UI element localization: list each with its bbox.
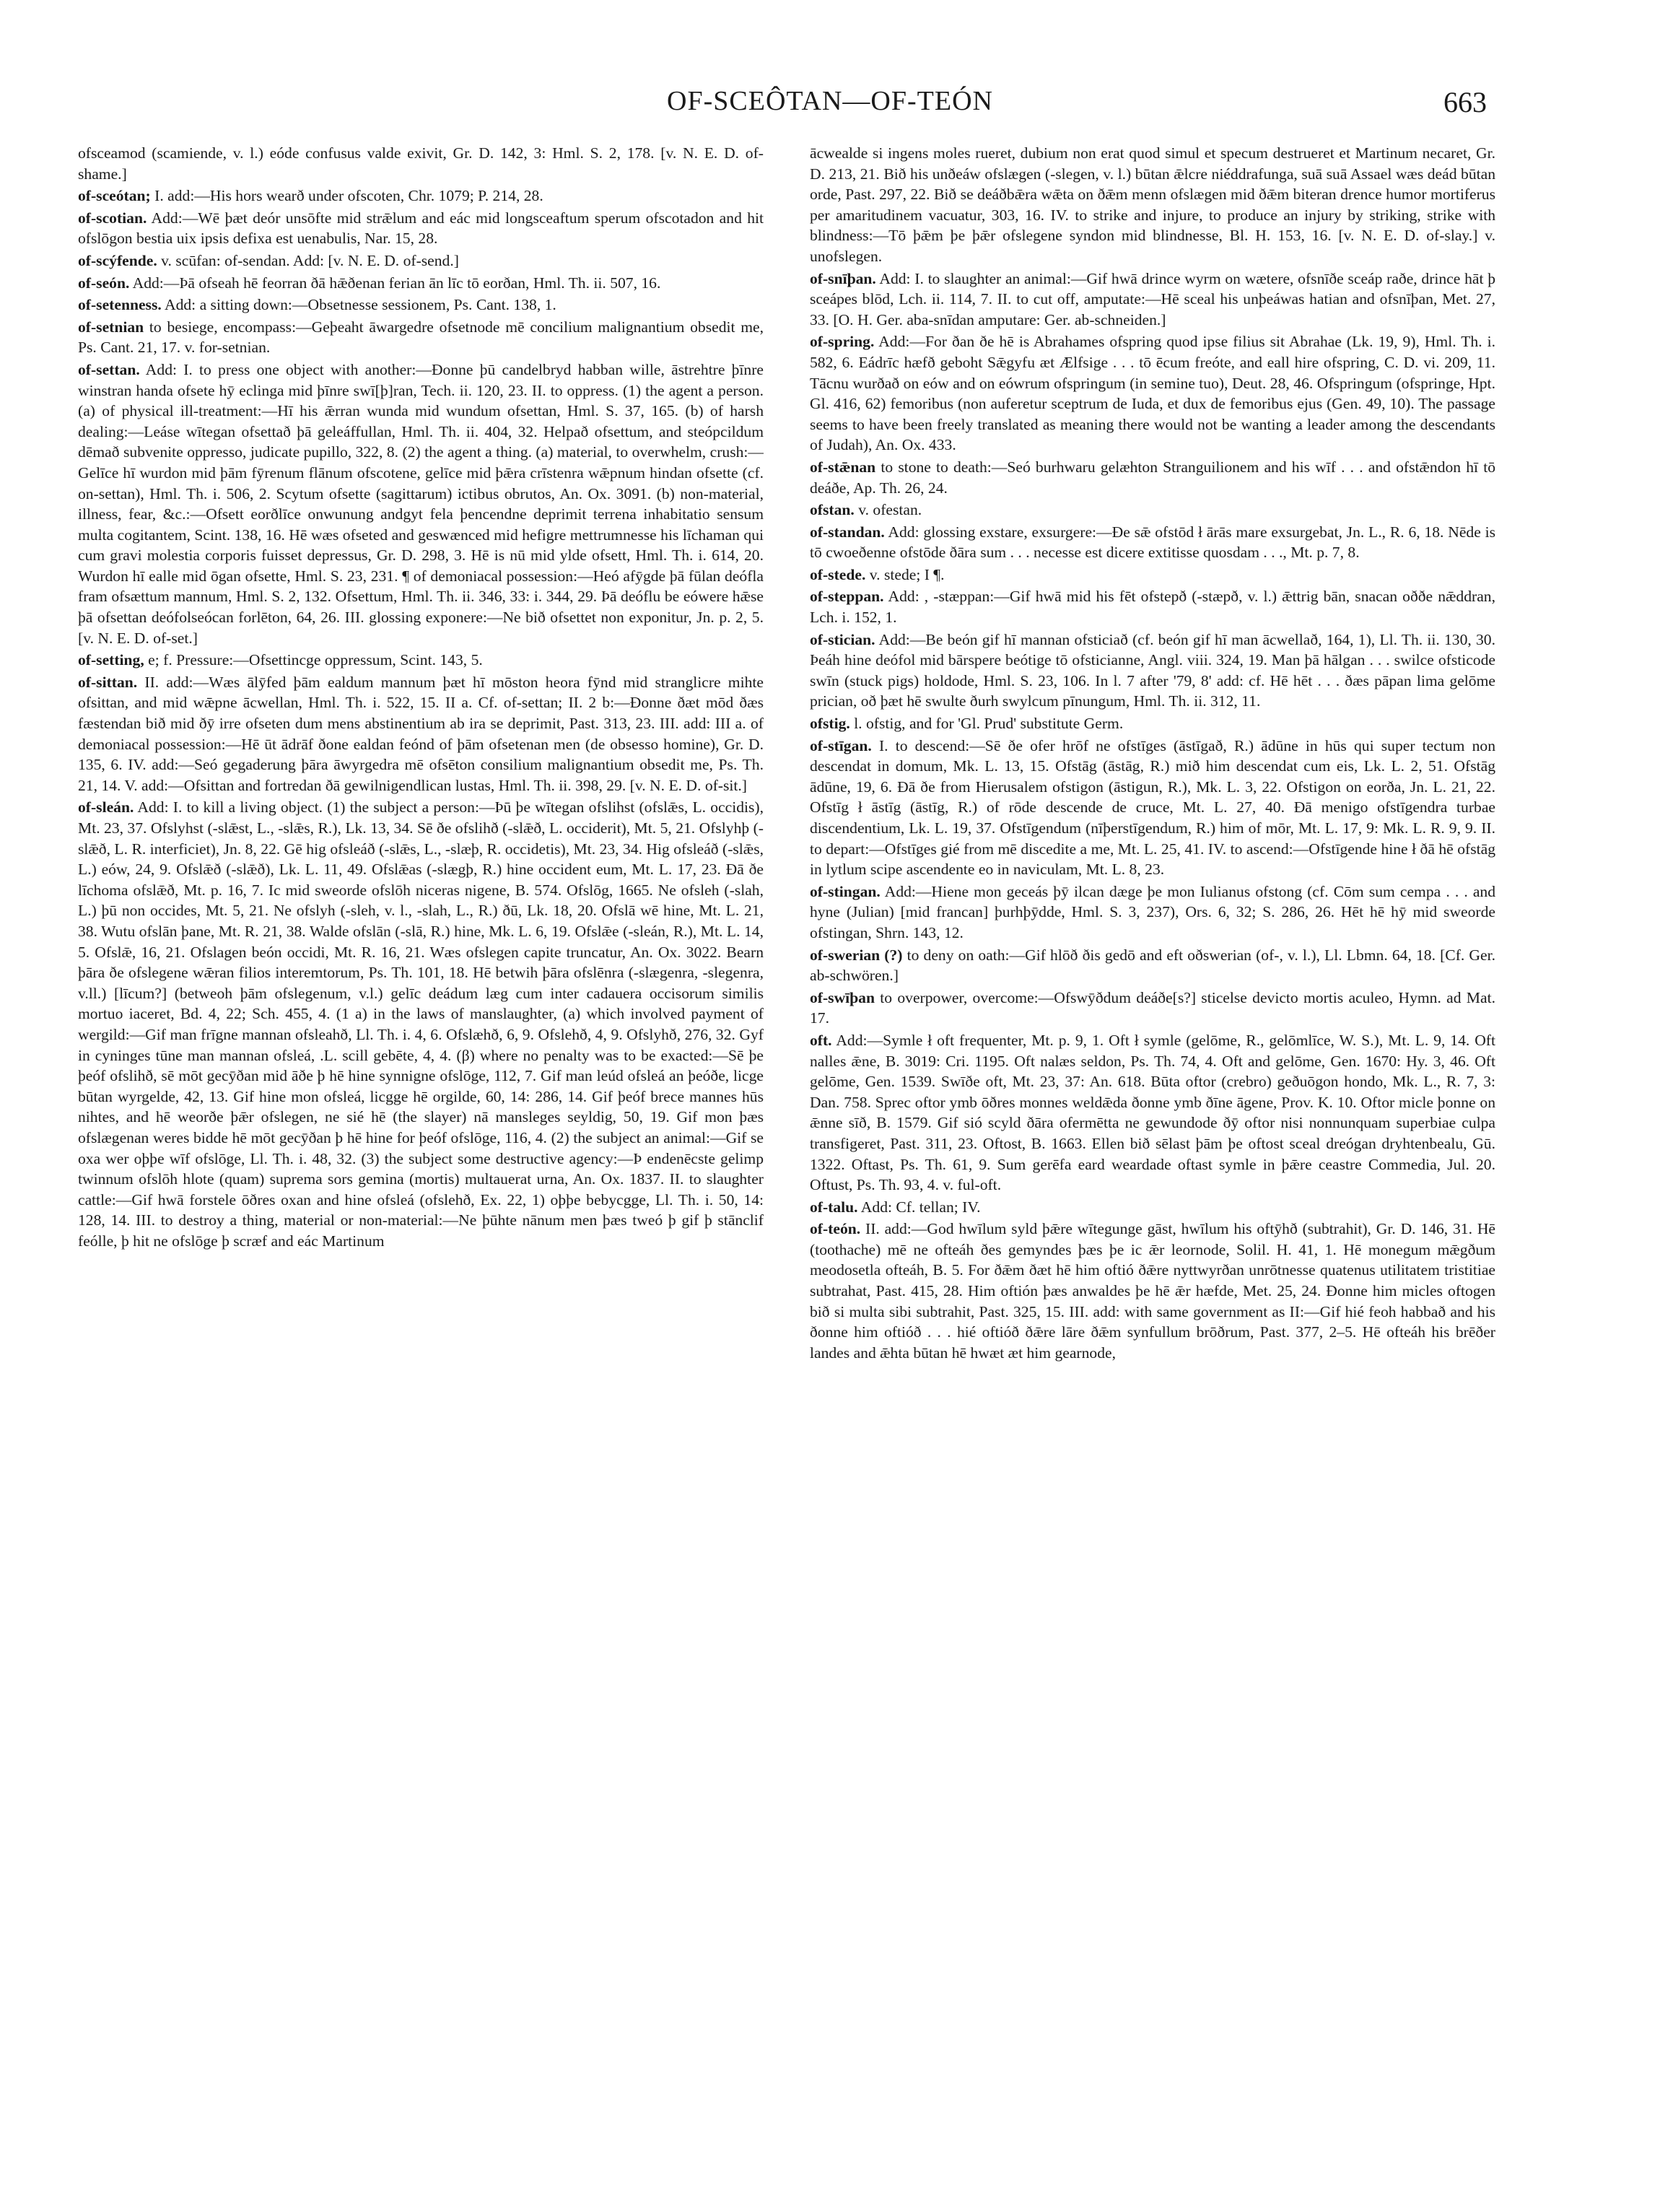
dictionary-entry [78,360,764,648]
left-column [78,143,764,2164]
entry-headword: of-snīþan. [810,269,876,287]
entry-headword: of-settan. [78,360,140,378]
entry-definition: Add: I. to press one object with another:—Ðonne þū candelbryd habban wille, āstrehtre þīnre winstran handa ofsete hȳ eclinga mid þīnre swī[þ]ran, Tech. ii. 120, 23. II. to oppress. (1) the agent a person. (a) of physical ill-treatment:—Hī his ǣrran wunda mid wundum ofsettan, Hml. S. 37, 165. (b) of harsh dealing:—Leáse wītegan ofsettað þā geleáffullan, Hml. Th. ii. 404, 32. Helpað ofsettum, and steópcildum dēmað subvenite oppresso, judicate pupillo, 322, 8. (2) the agent a thing. (a) material, to overwhelm, crush:—Gelīce hī wurdon mid þām fȳrenum flānum ofscotene, gelīce mid þǣra crīstenra wǣpnum hindan ofsette (cf. on-settan), Hml. Th. i. 506, 2. Scytum ofsette (sagittarum) ictibus obrutos, An. Ox. 3091. (b) non-material, illness, fear, &c.:—Ofsett eorðlīce onwunung andgyt fela þencendne deprimit terrena inhabitatio sensum multa cogitantem, Scint. 138, 16. Hē wæs ofseted and geswænced mid hefigre mettrumnesse his līchaman qui cum gravi molestia corporis fuisset depressus, Gr. D. 298, 3. Hē is nū mid ylde ofsett, Hml. Th. i. 614, 20. Wurdon hī ealle mid ōgan ofsette, Hml. S. 23, 231. ¶ of demoniacal possession:—Heó afȳgde þā fūlan deófla fram ofsættum mannum, Hml. S. 2, 132. Ofsettum, Hml. Th. ii. 346, 33: i. 344, 29. Þā deóflu be eówere hǣse þā ofsettan deófolseócan forlēton, 64, 26. III. glossing exponere:—Ne bið ofsettet non exponitur, Jn. p. 2, 5. [v. N. E. D. of-set.] [78,360,764,647]
dictionary-entry [810,881,1495,944]
page-number: 663 [1443,86,1487,118]
entry-definition: ācwealde si ingens moles rueret, dubium non erat quod simul et specum destrueret et Martinum necaret, Gr. D. 213, 21. Bið his unðeáw ofslægen (-slegen, v. l.) būtan ǣlcre niéddrafunga, suā suā Assael wæs deád būtan orde, Past. 297, 22. Bið se deáðbǣra wǣta on ðǣm menn ofslægen mid ðǣm biteran drence humor mortiferus per amaritudinem vacuatur, 303, 16. IV. to strike and injure, to produce an injury by striking, strike with blindness:—Tō þǣm þe þǣr ofslegene syndon mid blindnesse, Bl. H. 153, 16. [v. N. E. D. of-slay.] v. unofslegen. [810,144,1495,265]
entry-definition: I. to descend:—Sē ðe ofer hrōf ne ofstīges (āstīgað, R.) ādūne in hūs qui super tectum non descendat in domum, Mk. L. 13, 15. Ofstāg (āstāg, R.) mið him descendat cum eis, Lk. L. 2, 51. Ofstāg ādūne, 19, 6. Ðā ðe from Hierusalem ofstigon (āstigun, R.), Mk. L. 3, 22. Ofstigon on eorða, Jn. L. 21, 22. Ofstīg ł āstīg (āstīg, R.) of rōde descende de cruce, Mt. L. 27, 40. Ðā menigo ofstīgendra turbae discendentium, Lk. L. 19, 37. Ofstīgendum (nīþerstīgendum, R.) him of mōr, Mt. L. 17, 9: Mk. L. R. 9, 9. II. to depart:—Ofstīges gié from mē discedite a me, Mt. L. 25, 41. IV. to ascend:—Ofstīgende hine ł ðā hē ofstāg in lytlum scipe ascendente eo in naviculam, Mt. L. 8, 23. [810,736,1495,879]
dictionary-entry [810,1219,1495,1363]
dictionary-entry [810,586,1495,627]
entry-headword: of-teón. [810,1220,861,1238]
entry-headword: of-standan. [810,523,885,541]
entry-definition: Add:—Þā ofseah hē feorran ðā hǣðenan ferian ān līc tō eorðan, Hml. Th. ii. 507, 16. [132,274,661,292]
dictionary-entry [78,251,764,271]
entry-headword: of-sleán. [78,798,134,817]
dictionary-entry [810,1030,1495,1196]
entry-definition: Add: glossing exstare, exsurgere:—Ðe sǣ ofstōd ł ārās mare exsurgebat, Jn. L., R. 6, 18. Nēde is tō cwoeðenne ofstōde ðāra sum . . . necesse est dicere extitisse quosdam . . ., Mt. p. 7, 8. [810,523,1495,562]
entry-definition: ofsceamod (scamiende, v. l.) eóde confusus valde exivit, Gr. D. 142, 3: Hml. S. 2, 178. [v. N. E. D. of-shame.] [78,144,764,183]
entry-headword: of-swerian (?) [810,946,903,964]
entry-definition: Add:—Hiene mon geceás þȳ ilcan dæge þe mon Iulianus ofstong (cf. Cōm sum cempa . . . and hyne (Julian) [mid francan] þurhþȳdde, Hml. S. 3, 237), Ors. 6, 32; S. 286, 26. Hēt hē hȳ mid sweorde ofstingan, Shrn. 143, 12. [810,882,1495,941]
dictionary-entry [810,143,1495,267]
entry-headword: of-seón. [78,274,130,292]
entry-definition: II. add:—Wæs ālȳfed þām ealdum mannum þæt hī mōston heora fȳnd mid stranglicre mihte ofsittan, and mid wǣpne ācwellan, Hml. Th. i. 522, 15. II a. Cf. of-settan; II. 2 b:—Ðonne ðæt mōd ðæs fæstendan bið mid ðȳ irre ofseten dum mens abstinentium ab ira se deprimit, Past. 313, 23. III. add: III a. of demoniacal possession:—Hē ūt ādrāf ðone ealdan feónd of þām ofsetenan men (de obsesso homine), Gr. D. 135, 6. IV. add:—Seó gegaderung þāra āwyrgedra mē ofsēton consilium malignantium obsedit me, Ps. Th. 21, 14. V. add:—Ofsittan and fortredan ðā gewilnigendlican lustas, Hml. Th. ii. 398, 29. [v. N. E. D. of-sit.] [78,673,764,794]
dictionary-entry [78,672,764,796]
dictionary-entry [78,143,764,184]
entry-headword: of-steppan. [810,588,884,606]
entry-headword: of-setnian [78,318,144,336]
entry-definition: to overpower, overcome:—Ofswȳðdum deáðe[s?] sticelse devicto mortis aculeo, Hymn. ad Mat. 17. [810,988,1495,1027]
entry-headword: ofstig. [810,715,850,733]
entry-definition: Add:—For ðan ðe hē is Abrahames ofspring quod ipse filius sit Abrahae (Lk. 19, 9), Hml. Th. i. 582, 6. Eádrīc hæfð geboht Sǣgyfu æt Ælfsige . . . tō ēcum freóte, and eall hire ofspring, C. D. vi. 209, 11. Tācnu wurðað on eów and on eówrum ofspringum (in semine tuo), Deut. 28, 46. Ofspringum (ofspringe, Hpt. Gl. 416, 62) femoribus (non auferetur sceptrum de Iuda, et dux de femoribus ejus (Gen. 49, 10). The passage seems to have been freely translated as meaning there would not be wanting a leader among the descendants of Judah), An. Ox. 433. [810,333,1495,454]
dictionary-entry [810,1197,1495,1218]
entry-definition: Add:—Symle ł oft frequenter, Mt. p. 9, 1. Oft ł symle (gelōme, R., gelōmlīce, W. S.), Mt. L. 9, 14. Oft nalles ǣne, B. 3019: Cri. 1195. Oft nalæs seldon, Ps. Th. 74, 4. Oft and gelōme, Gen. 1670: Hy. 3, 46. Oft gelōme, Gen. 1539. Swīðe oft, Mt. 23, 37: An. 618. Būta oftor (crebro) geðuōgon hondo, Mk. L., R. 7, 3: Dan. 758. Sprec oftor ymb ōðres monnes weldǣda ðonne ymb ðīne āgene, Prov. K. 10. Oftor micle þonne on ǣnne sīð, B. 1579. Gif sió scyld ðāra ofermētta ne gewundode ðȳ oftor nisi nonnunquam superbiae culpa transfigeret, Past. 311, 23. Oftost, B. 1663. Ellen bið sēlast þām þe oftost sceal dreógan dryhtenbealu, Gū. 1322. Oftast, Ps. Th. 61, 9. Sum gerēfa eard weardade oftast symle in þǣre ceastre Commedia, Jul. 20. Oftust, Ps. Th. 93, 4. v. ful-oft. [810,1031,1495,1194]
entry-definition: v. ofestan. [858,501,922,519]
entry-headword: of-setenness. [78,296,162,314]
entry-headword: of-stīgan. [810,736,872,754]
entry-headword: of-stingan. [810,882,881,900]
entry-definition: Add: I. to slaughter an animal:—Gif hwā drince wyrm on wætere, ofsnīðe sceáp raðe, drince hāt þ sceápes blōd, Lch. ii. 114, 7. II. to cut off, amputate:—Hē sceal his unþeáwas hatian and ofsnīþan, Met. 27, 33. [O. H. Ger. aba-snīdan amputare: Ger. ab-schneiden.] [810,269,1495,328]
dictionary-entry [810,522,1495,563]
entry-definition: Add: I. to kill a living object. (1) the subject a person:—Þū þe wītegan ofslihst (ofslǣs, L. occidis), Mt. 23, 37. Ofslyhst (-slǣst, L., -slǣs, R.), Lk. 13, 34. Sē ðe ofslihð (-slǣð, L. occiderit), Mt. 5, 21. Ofslyhþ (-slǣð, L. R. interficiet), Jn. 8, 22. Gē hig ofsleáð (-slǣs, L., -slæþ, R. occidetis), Mt. 23, 34. Hig ofsleáð (-slǣs, L.) eów, 24, 9. Ofslǣð (-slǣð), Lk. L. 11, 49. Ofslǣas (-slægþ, R.) hine occident eum, Mt. L. 17, 23. Ðā ðe līchoma ofslǣð, Mt. p. 16, 7. Ic mid sweorde ofslōh niceras nigene, B. 574. Ofslōg, 1665. Ne ofsleh (-slah, L.) þū non occides, Mt. 5, 21. Ne ofslyh (-sleh, v. l., -slah, L., R.) ðū, Lk. 18, 20. Ofslā wē hine, Mt. L. 21, 38. Wutu ofslān þane, Mt. R. 21, 38. Walde ofslān (-slā, R.) hine, Mk. L. 6, 19. Ofslǣe (-sleán, R.), Mt. L. 14, 5. Ofslǣ, 16, 21. Ofslagen beón occidi, Mt. R. 16, 21. Wæs ofslegen capite truncatur, An. Ox. 3022. Bearn þāra ðe ofslegene wǣran filios interemtorum, Ps. Th. 101, 18. Hē betwih þāra ofslēnra (-slægenra, -slegenra, v.ll.) [līcum?] (betweoh þām ofslegenum, v.l.) gelīc deádum læg cum inter cadauera occisorum similis mortuo iaceret, Bd. 4, 22; Sch. 455, 4. (1 a) in the laws of manslaughter, (a) which involved payment of wergild:—Gif man frīgne mannan ofsleahð, Ll. Th. i. 4, 6. Ofslæhð, 6, 9. Ofslehð, 4, 9. Ofslyhð, 276, 32. Gyf in cyninges tūne man mannan ofsleá, .L. scill gebēte, 4, 4. (β) where no penalty was to be exacted:—Sē þe þeóf ofslihð, sē mōt gecȳðan mid āðe þ hē hine synnigne ofslōge, 112, 7. Gif man leúd ofsleá an þeóðe, licge būtan wyrgelde, 42, 13. Gif hine mon ofsleá, licgge hē orgilde, 60, 14: 286, 14. Gif þeóf brece mannes hūs nihtes, and hē weorðe þǣr ofslegen, ne sié hē (the slayer) nā mansleges seyldig, 50, 19. Gif mon þæs ofslægenan weres bidde hē mōt gecȳðan þ hē hine for þeóf ofslōge, 116, 4. (2) the subject an animal:—Gif se oxa wer oþþe wīf ofslōge, Ll. Th. i. 48, 32. (3) the subject some destructive agency:—Þ endenēcste gelimp twinnum ofslōh hlote (quam) suprema sors gemina (mortis) multauerat urna, An. Ox. 1837. II. to slaughter cattle:—Gif hwā forstele ōðres oxan and hine ofsleá (ofslehð, Ex. 22, 1) oþþe bebycgge, Ll. Th. i. 50, 14: 128, 14. III. to destroy a thing, material or non-material:—Ne þūhte nānum men þæs tweó þ gif þ stānclif feólle, þ hit ne ofslōge þ scræf and eác Martinum [78,798,764,1250]
entry-headword: of-spring. [810,333,875,351]
entry-definition: Add:—Wē þæt deór unsōfte mid strǣlum and eác mid longsceaftum sperum ofscotadon and hit ofslōgon bestia uix ipsis defixa est uenabulis, Nar. 15, 28. [78,209,764,248]
dictionary-entry [810,945,1495,986]
dictionary-entry [810,331,1495,456]
dictionary-entry [810,713,1495,734]
running-head [0,85,1660,129]
dictionary-entry [78,208,764,249]
entry-definition: v. scūfan: of-sendan. Add: [v. N. E. D. of-send.] [161,251,459,269]
entry-headword: ofstan. [810,501,855,519]
entry-headword: of-stǣnan [810,458,876,476]
dictionary-entry [78,273,764,294]
entry-headword: of-stede. [810,565,866,583]
entry-headword: of-swīþan [810,988,875,1006]
entry-definition: Add: a sitting down:—Obsetnesse sessionem, Ps. Cant. 138, 1. [164,296,556,314]
entry-definition: Add: Cf. tellan; IV. [860,1198,981,1216]
entry-definition: to besiege, encompass:—Geþeaht āwargedre ofsetnode mē concilium malignantium obsedit me, Ps. Cant. 21, 17. v. for-setnian. [78,318,764,357]
entry-definition: II. add:—God hwīlum syld þǣre wītegunge gāst, hwīlum his oftȳhð (subtrahit), Gr. D. 146, 31. Hē (toothache) mē ne ofteáh ðes gemyndes þæs þe ic ǣr leornode, Solil. H. 41, 1. Hē monegum mǣgðum meodosetla ofteáh, B. 5. For ðǣm ðæt hē him oftió ðǣre nyttwyrðan unrōtnesse quatenus utilitatem tristitiae subtrahat, Past. 415, 28. Him oftión þæs anwaldes þe hē ǣr hæfde, Met. 25, 24. Ðonne him micles oftogen bið si multa sibi subtrahit, Past. 325, 15. III. add: with same government as II:—Gif hié feoh habbað and his ðonne him oftióð . . . hié oftióð ðǣre lāre ðǣm synfullum brōðrum, Past. 377, 2–5. Hē ofteáh his brēðer landes and ǣhta būtan hē hwæt æt him gearnode, [810,1220,1495,1362]
dictionary-entry [78,186,764,206]
entry-headword: oft. [810,1031,832,1049]
entry-definition: Add: , -stæppan:—Gif hwā mid his fēt ofstepð (-stæpð, v. l.) ǣttrig bān, snacan oððe nǣddran, Lch. i. 152, 1. [810,588,1495,627]
dictionary-entry [810,269,1495,331]
entry-definition: I. add:—His hors wearð under ofscoten, Chr. 1079; P. 214, 28. [154,187,543,205]
entry-definition: Add:—Be beón gif hī mannan ofsticiað (cf. beón gif hī man ācwellað, 164, 1), Ll. Th. ii. 130, 30. Þeáh hine deófol mid bārspere beótige tō ofsticianne, Angl. viii. 324, 19. Man þā hālgan . . . swilce ofsticode swīn (stuck pigs) holdode, Hml. S. 23, 106. In l. 7 after '79, 8' add: cf. Hē hēt . . . ðæs pāpan lima gelōme prician, oð þæt hē swulte ðurh swylcum pīnungum, Hml. Th. ii. 312, 11. [810,630,1495,710]
dictionary-entry [810,630,1495,712]
dictionary-entry [810,988,1495,1029]
entry-headword: of-stician. [810,630,875,648]
dictionary-entry [810,457,1495,498]
entry-headword: of-sceótan; [78,187,151,205]
dictionary-entry [78,317,764,358]
entry-headword: of-scotian. [78,209,147,227]
dictionary-entry [810,736,1495,880]
entry-definition: e; f. Pressure:—Ofsettincge oppressum, Scint. 143, 5. [148,651,483,669]
entry-definition: v. stede; I ¶. [869,565,945,583]
entry-headword: of-scýfende. [78,251,157,269]
entry-headword: of-talu. [810,1198,858,1216]
page-title: OF-SCEÔTAN—OF-TEÓN [667,86,993,116]
dictionary-entry [78,295,764,315]
dictionary-entry [810,565,1495,585]
entry-definition: to deny on oath:—Gif hlōð ðis gedō and eft oðswerian (of-, v. l.), Ll. Lbmn. 64, 18. [Cf. Ger. ab-schwören.] [810,946,1495,985]
dictionary-entry [810,500,1495,521]
entry-definition: to stone to death:—Seó burhwaru gelæhton Stranguilionem and his wīf . . . and ofstǣndon hī tō deáðe, Ap. Th. 26, 24. [810,458,1495,497]
right-column [810,143,1495,2164]
dictionary-entry [78,797,764,1251]
dictionary-entry [78,650,764,671]
entry-headword: of-sittan. [78,673,138,691]
entry-headword: of-setting, [78,651,144,669]
entry-definition: l. ofstig, and for 'Gl. Prud' substitute Germ. [854,715,1124,733]
